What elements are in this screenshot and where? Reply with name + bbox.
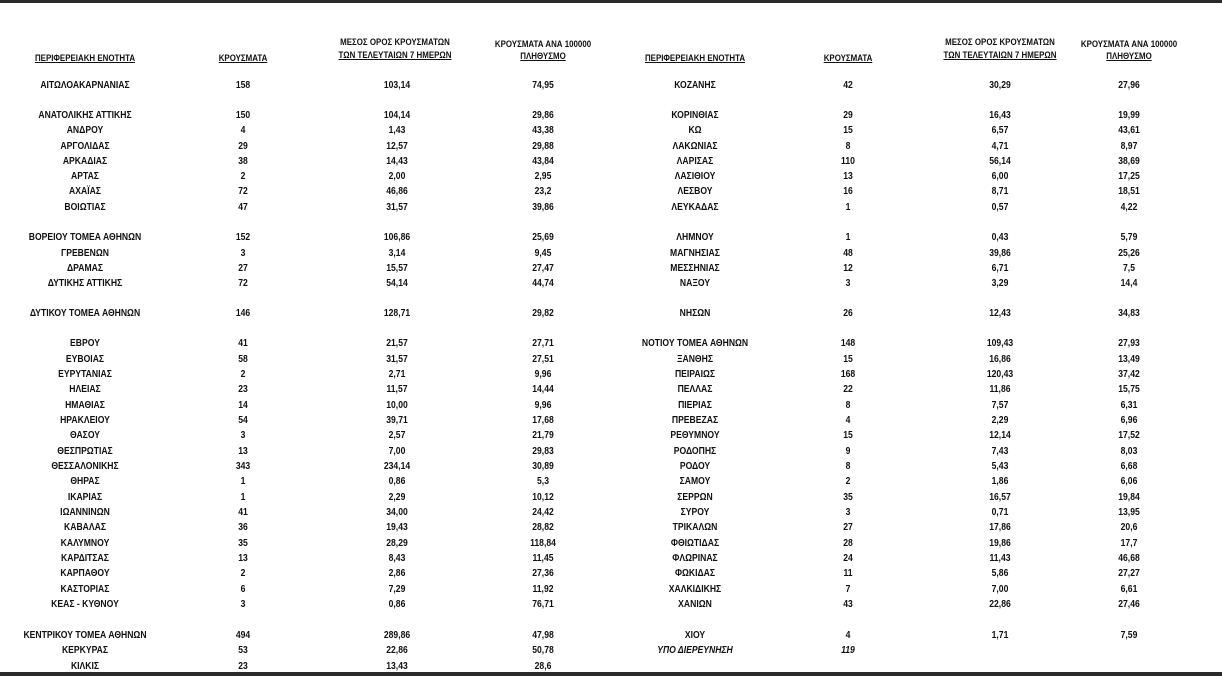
left-row-13-per100k: 27,71	[532, 338, 554, 349]
right-row-8-per100k: 5,79	[1120, 232, 1138, 243]
header-avg7-right-line1: ΜΕΣΟΣ ΟΡΟΣ ΚΡΟΥΣΜΑΤΩΝ	[945, 37, 1055, 47]
right-row-11-region: ΝΑΞΟΥ	[679, 278, 711, 289]
right-row-25-region: ΤΡΙΚΑΛΩΝ	[672, 522, 718, 533]
right-row-31-region: ΧΙΟΥ	[684, 630, 706, 641]
left-row-19-avg7: 2,57	[388, 430, 406, 441]
right-row-19-avg7: 12,14	[989, 430, 1011, 441]
right-row-27-avg7: 11,43	[989, 553, 1011, 564]
left-row-32-avg7: 22,86	[386, 645, 408, 656]
left-row-28-cases: 2	[240, 568, 246, 579]
right-row-8-region: ΛΗΜΝΟΥ	[676, 232, 714, 243]
left-row-8-avg7: 106,86	[383, 232, 411, 243]
left-row-9-per100k: 9,45	[534, 248, 552, 259]
right-row-1-per100k: 19,99	[1118, 110, 1140, 121]
header-avg7-left-line2: ΤΩΝ ΤΕΛΕΥΤΑΙΩΝ 7 ΗΜΕΡΩΝ	[338, 50, 452, 60]
left-row-24-cases: 41	[238, 507, 248, 518]
left-row-7-per100k: 39,86	[532, 202, 554, 213]
left-row-33-cases: 23	[238, 661, 248, 672]
right-row-25-per100k: 20,6	[1120, 522, 1138, 533]
left-row-25-per100k: 28,82	[532, 522, 554, 533]
left-row-25-region: ΚΑΒΑΛΑΣ	[64, 522, 106, 533]
left-row-2-avg7: 1,43	[388, 125, 406, 136]
left-row-1-region: ΑΝΑΤΟΛΙΚΗΣ ΑΤΤΙΚΗΣ	[38, 110, 132, 121]
right-row-22-cases: 2	[845, 476, 851, 487]
left-row-11-region: ΔΥΤΙΚΗΣ ΑΤΤΙΚΗΣ	[47, 278, 123, 289]
right-row-20-avg7: 7,43	[991, 446, 1009, 457]
under-investigation-label: ΥΠΟ ΔΙΕΡΕΥΝΗΣΗ	[657, 645, 733, 656]
left-row-6-cases: 72	[238, 186, 248, 197]
header-cases-left: ΚΡΟΥΣΜΑΤΑ	[218, 53, 268, 63]
left-row-9-avg7: 3,14	[388, 248, 406, 259]
right-row-18-avg7: 2,29	[991, 415, 1009, 426]
right-row-9-per100k: 25,26	[1118, 248, 1140, 259]
right-row-6-avg7: 8,71	[991, 186, 1009, 197]
right-row-29-cases: 7	[845, 584, 851, 595]
left-row-15-per100k: 9,96	[534, 369, 552, 380]
right-row-28-per100k: 27,27	[1118, 568, 1140, 579]
left-row-28-avg7: 2,86	[388, 568, 406, 579]
left-row-2-per100k: 43,38	[532, 125, 554, 136]
right-row-26-cases: 28	[843, 538, 853, 549]
left-row-26-cases: 35	[238, 538, 248, 549]
left-row-21-region: ΘΕΣΣΑΛΟΝΙΚΗΣ	[51, 461, 119, 472]
right-row-0-region: ΚΟΖΑΝΗΣ	[674, 80, 716, 91]
right-row-0-per100k: 27,96	[1118, 80, 1140, 91]
right-row-29-per100k: 6,61	[1120, 584, 1138, 595]
left-row-16-avg7: 11,57	[386, 384, 408, 395]
right-row-21-cases: 8	[845, 461, 851, 472]
left-row-2-region: ΑΝΔΡΟΥ	[66, 125, 104, 136]
right-row-4-avg7: 56,14	[989, 156, 1011, 167]
left-row-12-cases: 146	[235, 308, 251, 319]
right-row-3-region: ΛΑΚΩΝΙΑΣ	[672, 141, 718, 152]
left-row-4-cases: 38	[238, 156, 248, 167]
right-row-14-cases: 15	[843, 354, 853, 365]
left-row-6-region: ΑΧΑΪΑΣ	[69, 186, 101, 197]
left-row-33-avg7: 13,43	[386, 661, 408, 672]
left-row-4-per100k: 43,84	[532, 156, 554, 167]
right-row-30-per100k: 27,46	[1118, 599, 1140, 610]
right-row-15-per100k: 37,42	[1118, 369, 1140, 380]
left-row-27-cases: 13	[238, 553, 248, 564]
left-row-3-avg7: 12,57	[386, 141, 408, 152]
left-row-29-cases: 6	[240, 584, 246, 595]
right-row-22-per100k: 6,06	[1120, 476, 1138, 487]
right-row-26-avg7: 19,86	[989, 538, 1011, 549]
left-row-17-per100k: 9,96	[534, 400, 552, 411]
left-row-27-avg7: 8,43	[388, 553, 406, 564]
right-row-26-region: ΦΘΙΩΤΙΔΑΣ	[670, 538, 720, 549]
left-row-3-region: ΑΡΓΟΛΙΔΑΣ	[60, 141, 110, 152]
right-row-30-region: ΧΑΝΙΩΝ	[678, 599, 712, 610]
right-row-30-cases: 43	[843, 599, 853, 610]
left-row-24-region: ΙΩΑΝΝΙΝΩΝ	[60, 507, 110, 518]
right-row-6-per100k: 18,51	[1118, 186, 1140, 197]
right-row-3-per100k: 8,97	[1120, 141, 1138, 152]
right-row-9-region: ΜΑΓΝΗΣΙΑΣ	[670, 248, 720, 259]
left-row-25-cases: 36	[238, 522, 248, 533]
left-row-1-avg7: 104,14	[383, 110, 411, 121]
right-row-16-avg7: 11,86	[989, 384, 1011, 395]
left-row-7-region: ΒΟΙΩΤΙΑΣ	[64, 202, 106, 213]
right-row-27-cases: 24	[843, 553, 853, 564]
right-row-18-region: ΠΡΕΒΕΖΑΣ	[671, 415, 719, 426]
right-row-1-region: ΚΟΡΙΝΘΙΑΣ	[671, 110, 719, 121]
left-row-24-avg7: 34,00	[386, 507, 408, 518]
left-row-22-cases: 1	[240, 476, 246, 487]
right-row-22-region: ΣΑΜΟΥ	[679, 476, 711, 487]
left-row-23-per100k: 10,12	[532, 492, 554, 503]
right-row-9-cases: 48	[843, 248, 853, 259]
left-row-7-avg7: 31,57	[386, 202, 408, 213]
right-row-15-region: ΠΕΙΡΑΙΩΣ	[674, 369, 716, 380]
left-row-31-per100k: 47,98	[532, 630, 554, 641]
right-row-17-per100k: 6,31	[1120, 400, 1138, 411]
right-row-20-region: ΡΟΔΟΠΗΣ	[673, 446, 717, 457]
left-row-6-per100k: 23,2	[534, 186, 552, 197]
right-row-7-per100k: 4,22	[1120, 202, 1138, 213]
right-row-24-per100k: 13,95	[1118, 507, 1140, 518]
left-row-4-region: ΑΡΚΑΔΙΑΣ	[62, 156, 108, 167]
left-row-11-per100k: 44,74	[532, 278, 554, 289]
left-row-32-region: ΚΕΡΚΥΡΑΣ	[61, 645, 109, 656]
right-row-13-region: ΝΟΤΙΟΥ ΤΟΜΕΑ ΑΘΗΝΩΝ	[641, 338, 749, 349]
left-row-31-region: ΚΕΝΤΡΙΚΟΥ ΤΟΜΕΑ ΑΘΗΝΩΝ	[23, 630, 147, 641]
right-row-15-cases: 168	[840, 369, 856, 380]
right-row-14-avg7: 16,86	[989, 354, 1011, 365]
header-avg7-right-line2: ΤΩΝ ΤΕΛΕΥΤΑΙΩΝ 7 ΗΜΕΡΩΝ	[943, 50, 1057, 60]
right-row-5-avg7: 6,00	[991, 171, 1009, 182]
header-cases-right: ΚΡΟΥΣΜΑΤΑ	[823, 53, 873, 63]
left-row-15-avg7: 2,71	[388, 369, 406, 380]
left-row-32-cases: 53	[238, 645, 248, 656]
left-row-0-cases: 158	[235, 80, 251, 91]
left-row-28-per100k: 27,36	[532, 568, 554, 579]
right-row-25-cases: 27	[843, 522, 853, 533]
left-row-13-region: ΕΒΡΟΥ	[70, 338, 100, 349]
right-row-20-per100k: 8,03	[1120, 446, 1138, 457]
left-row-20-avg7: 7,00	[388, 446, 406, 457]
right-row-7-cases: 1	[845, 202, 851, 213]
under-investigation-value: 119	[841, 645, 855, 656]
left-row-2-cases: 4	[240, 125, 246, 136]
left-row-18-region: ΗΡΑΚΛΕΙΟΥ	[60, 415, 110, 426]
right-row-30-avg7: 22,86	[989, 599, 1011, 610]
left-row-7-cases: 47	[238, 202, 248, 213]
header-per100k-left-line2: ΠΛΗΘΥΣΜΟ	[520, 51, 566, 61]
left-row-17-avg7: 10,00	[386, 400, 408, 411]
right-row-18-cases: 4	[845, 415, 851, 426]
left-row-20-cases: 13	[238, 446, 248, 457]
right-row-6-cases: 16	[843, 186, 853, 197]
left-row-12-avg7: 128,71	[383, 308, 411, 319]
header-region-right: ΠΕΡΙΦΕΡΕΙΑΚΗ ΕΝΟΤΗΤΑ	[644, 53, 746, 63]
left-row-20-per100k: 29,83	[532, 446, 554, 457]
right-row-7-region: ΛΕΥΚΑΔΑΣ	[671, 202, 719, 213]
right-row-23-avg7: 16,57	[989, 492, 1011, 503]
right-row-31-per100k: 7,59	[1120, 630, 1138, 641]
left-row-29-per100k: 11,92	[532, 584, 554, 595]
right-row-22-avg7: 1,86	[991, 476, 1009, 487]
right-row-13-per100k: 27,93	[1118, 338, 1140, 349]
left-row-23-cases: 1	[240, 492, 246, 503]
right-row-2-region: ΚΩ	[688, 125, 702, 136]
right-row-2-avg7: 6,57	[991, 125, 1009, 136]
header-region-left: ΠΕΡΙΦΕΡΕΙΑΚΗ ΕΝΟΤΗΤΑ	[34, 53, 136, 63]
right-row-4-region: ΛΑΡΙΣΑΣ	[676, 156, 714, 167]
left-row-17-region: ΗΜΑΘΙΑΣ	[65, 400, 105, 411]
left-row-1-per100k: 29,86	[532, 110, 554, 121]
left-row-5-avg7: 2,00	[388, 171, 406, 182]
right-row-19-cases: 15	[843, 430, 853, 441]
left-row-3-per100k: 29,88	[532, 141, 554, 152]
right-row-21-per100k: 6,68	[1120, 461, 1138, 472]
right-row-27-per100k: 46,68	[1118, 553, 1140, 564]
left-row-27-region: ΚΑΡΔΙΤΣΑΣ	[61, 553, 109, 564]
right-row-4-cases: 110	[841, 156, 855, 167]
right-row-11-cases: 3	[845, 278, 851, 289]
right-row-1-avg7: 16,43	[989, 110, 1011, 121]
right-row-17-region: ΠΙΕΡΙΑΣ	[678, 400, 712, 411]
left-row-31-avg7: 289,86	[383, 630, 411, 641]
right-row-20-cases: 9	[845, 446, 851, 457]
left-row-3-cases: 29	[238, 141, 248, 152]
right-row-11-per100k: 14,4	[1120, 278, 1138, 289]
left-row-18-avg7: 39,71	[386, 415, 408, 426]
left-row-9-cases: 3	[240, 248, 246, 259]
left-row-29-region: ΚΑΣΤΟΡΙΑΣ	[60, 584, 110, 595]
right-row-17-cases: 8	[845, 400, 851, 411]
left-row-14-cases: 58	[238, 354, 248, 365]
left-row-33-per100k: 28,6	[534, 661, 552, 672]
left-row-27-per100k: 11,45	[532, 553, 554, 564]
left-row-10-region: ΔΡΑΜΑΣ	[66, 263, 104, 274]
left-row-26-region: ΚΑΛΥΜΝΟΥ	[60, 538, 110, 549]
right-row-24-region: ΣΥΡΟΥ	[680, 507, 710, 518]
right-row-3-avg7: 4,71	[991, 141, 1009, 152]
left-row-19-region: ΘΑΣΟΥ	[69, 430, 101, 441]
left-row-14-avg7: 31,57	[386, 354, 408, 365]
left-row-5-per100k: 2,95	[534, 171, 552, 182]
left-row-33-region: ΚΙΛΚΙΣ	[70, 661, 100, 672]
left-row-21-avg7: 234,14	[383, 461, 411, 472]
left-row-5-region: ΑΡΤΑΣ	[71, 171, 99, 182]
right-row-11-avg7: 3,29	[991, 278, 1009, 289]
right-row-14-per100k: 13,49	[1118, 354, 1140, 365]
right-row-8-avg7: 0,43	[991, 232, 1009, 243]
right-row-28-cases: 11	[843, 568, 853, 579]
left-row-1-cases: 150	[235, 110, 251, 121]
left-row-5-cases: 2	[240, 171, 246, 182]
right-row-10-per100k: 7,5	[1123, 263, 1135, 274]
header-per100k-right-line2: ΠΛΗΘΥΣΜΟ	[1106, 51, 1152, 61]
left-row-26-avg7: 28,29	[386, 538, 408, 549]
left-row-10-avg7: 15,57	[386, 263, 408, 274]
right-row-23-per100k: 19,84	[1118, 492, 1140, 503]
right-row-31-cases: 4	[845, 630, 851, 641]
bottom-border	[0, 672, 1222, 676]
left-row-21-per100k: 30,89	[532, 461, 554, 472]
right-row-0-avg7: 30,29	[989, 80, 1011, 91]
left-row-14-per100k: 27,51	[532, 354, 554, 365]
right-row-3-cases: 8	[845, 141, 851, 152]
left-row-8-cases: 152	[235, 232, 251, 243]
right-row-26-per100k: 17,7	[1120, 538, 1138, 549]
left-row-12-per100k: 29,82	[532, 308, 554, 319]
right-row-16-per100k: 15,75	[1118, 384, 1140, 395]
left-row-6-avg7: 46,86	[386, 186, 408, 197]
left-row-31-cases: 494	[235, 630, 251, 641]
left-row-0-per100k: 74,95	[532, 80, 554, 91]
left-row-16-region: ΗΛΕΙΑΣ	[69, 384, 101, 395]
right-row-12-per100k: 34,83	[1118, 308, 1140, 319]
right-row-5-per100k: 17,25	[1118, 171, 1140, 182]
right-row-14-region: ΞΑΝΘΗΣ	[676, 354, 714, 365]
right-row-29-avg7: 7,00	[991, 584, 1009, 595]
right-row-2-cases: 15	[843, 125, 853, 136]
left-row-15-cases: 2	[240, 369, 246, 380]
right-row-13-cases: 148	[840, 338, 856, 349]
right-row-16-cases: 22	[843, 384, 853, 395]
header-per100k-left-line1: ΚΡΟΥΣΜΑΤΑ ΑΝΑ 100000	[494, 39, 592, 49]
right-row-28-region: ΦΩΚΙΔΑΣ	[674, 568, 716, 579]
right-row-28-avg7: 5,86	[991, 568, 1009, 579]
left-row-10-per100k: 27,47	[532, 263, 554, 274]
left-row-8-region: ΒΟΡΕΙΟΥ ΤΟΜΕΑ ΑΘΗΝΩΝ	[28, 232, 142, 243]
left-row-15-region: ΕΥΡΥΤΑΝΙΑΣ	[58, 369, 112, 380]
right-row-5-region: ΛΑΣΙΘΙΟΥ	[674, 171, 716, 182]
right-row-10-cases: 12	[843, 263, 853, 274]
right-row-31-avg7: 1,71	[991, 630, 1009, 641]
left-row-17-cases: 14	[238, 400, 248, 411]
right-row-16-region: ΠΕΛΛΑΣ	[677, 384, 713, 395]
left-row-29-avg7: 7,29	[388, 584, 406, 595]
left-row-24-per100k: 24,42	[532, 507, 554, 518]
left-row-14-region: ΕΥΒΟΙΑΣ	[65, 354, 105, 365]
right-row-24-cases: 3	[845, 507, 851, 518]
left-row-4-avg7: 14,43	[386, 156, 408, 167]
right-row-21-avg7: 5,43	[991, 461, 1009, 472]
right-row-7-avg7: 0,57	[991, 202, 1009, 213]
left-row-8-per100k: 25,69	[532, 232, 554, 243]
right-row-6-region: ΛΕΣΒΟΥ	[677, 186, 713, 197]
left-row-19-cases: 3	[240, 430, 246, 441]
left-row-22-region: ΘΗΡΑΣ	[70, 476, 100, 487]
left-row-11-cases: 72	[238, 278, 248, 289]
right-row-0-cases: 42	[843, 80, 853, 91]
right-row-4-per100k: 38,69	[1118, 156, 1140, 167]
right-row-23-cases: 35	[843, 492, 853, 503]
left-row-18-per100k: 17,68	[532, 415, 554, 426]
left-row-26-per100k: 118,84	[530, 538, 556, 549]
header-per100k-right-line1: ΚΡΟΥΣΜΑΤΑ ΑΝΑ 100000	[1080, 39, 1178, 49]
right-row-12-region: ΝΗΣΩΝ	[679, 308, 711, 319]
left-row-12-region: ΔΥΤΙΚΟΥ ΤΟΜΕΑ ΑΘΗΝΩΝ	[29, 308, 141, 319]
left-row-20-region: ΘΕΣΠΡΩΤΙΑΣ	[57, 446, 113, 457]
left-row-18-cases: 54	[238, 415, 248, 426]
right-row-18-per100k: 6,96	[1120, 415, 1138, 426]
left-row-9-region: ΓΡΕΒΕΝΩΝ	[61, 248, 109, 259]
header-avg7-left-line1: ΜΕΣΟΣ ΟΡΟΣ ΚΡΟΥΣΜΑΤΩΝ	[340, 37, 450, 47]
left-row-23-avg7: 2,29	[388, 492, 406, 503]
right-row-24-avg7: 0,71	[991, 507, 1009, 518]
right-row-5-cases: 13	[843, 171, 853, 182]
right-row-2-per100k: 43,61	[1118, 125, 1140, 136]
right-row-12-avg7: 12,43	[989, 308, 1011, 319]
right-row-25-avg7: 17,86	[989, 522, 1011, 533]
left-row-28-region: ΚΑΡΠΑΘΟΥ	[60, 568, 110, 579]
right-row-12-cases: 26	[843, 308, 853, 319]
left-row-10-cases: 27	[238, 263, 248, 274]
right-row-19-per100k: 17,52	[1118, 430, 1140, 441]
left-row-21-cases: 343	[235, 461, 251, 472]
right-row-1-cases: 29	[843, 110, 853, 121]
left-row-32-per100k: 50,78	[532, 645, 554, 656]
left-row-30-avg7: 0,86	[388, 599, 406, 610]
left-row-25-avg7: 19,43	[386, 522, 408, 533]
right-row-10-avg7: 6,71	[991, 263, 1009, 274]
left-row-30-region: ΚΕΑΣ - ΚΥΘΝΟΥ	[51, 599, 119, 610]
left-row-13-cases: 41	[238, 338, 248, 349]
left-row-22-avg7: 0,86	[388, 476, 406, 487]
right-row-9-avg7: 39,86	[989, 248, 1011, 259]
left-row-30-cases: 3	[240, 599, 246, 610]
right-row-15-avg7: 120,43	[986, 369, 1014, 380]
right-row-19-region: ΡΕΘΥΜΝΟΥ	[670, 430, 720, 441]
right-row-21-region: ΡΟΔΟΥ	[679, 461, 711, 472]
right-row-29-region: ΧΑΛΚΙΔΙΚΗΣ	[668, 584, 722, 595]
left-row-22-per100k: 5,3	[537, 476, 549, 487]
right-row-23-region: ΣΕΡΡΩΝ	[677, 492, 713, 503]
left-row-11-avg7: 54,14	[386, 278, 408, 289]
right-row-10-region: ΜΕΣΣΗΝΙΑΣ	[670, 263, 720, 274]
right-row-8-cases: 1	[845, 232, 851, 243]
left-row-0-avg7: 103,14	[383, 80, 411, 91]
left-row-23-region: ΙΚΑΡΙΑΣ	[67, 492, 103, 503]
left-row-19-per100k: 21,79	[532, 430, 554, 441]
left-row-30-per100k: 76,71	[532, 599, 554, 610]
right-row-17-avg7: 7,57	[991, 400, 1009, 411]
left-row-16-cases: 23	[238, 384, 248, 395]
left-row-0-region: ΑΙΤΩΛΟΑΚΑΡΝΑΝΙΑΣ	[40, 80, 130, 91]
right-row-13-avg7: 109,43	[986, 338, 1014, 349]
right-row-27-region: ΦΛΩΡΙΝΑΣ	[672, 553, 718, 564]
left-row-13-avg7: 21,57	[386, 338, 408, 349]
left-row-16-per100k: 14,44	[532, 384, 554, 395]
